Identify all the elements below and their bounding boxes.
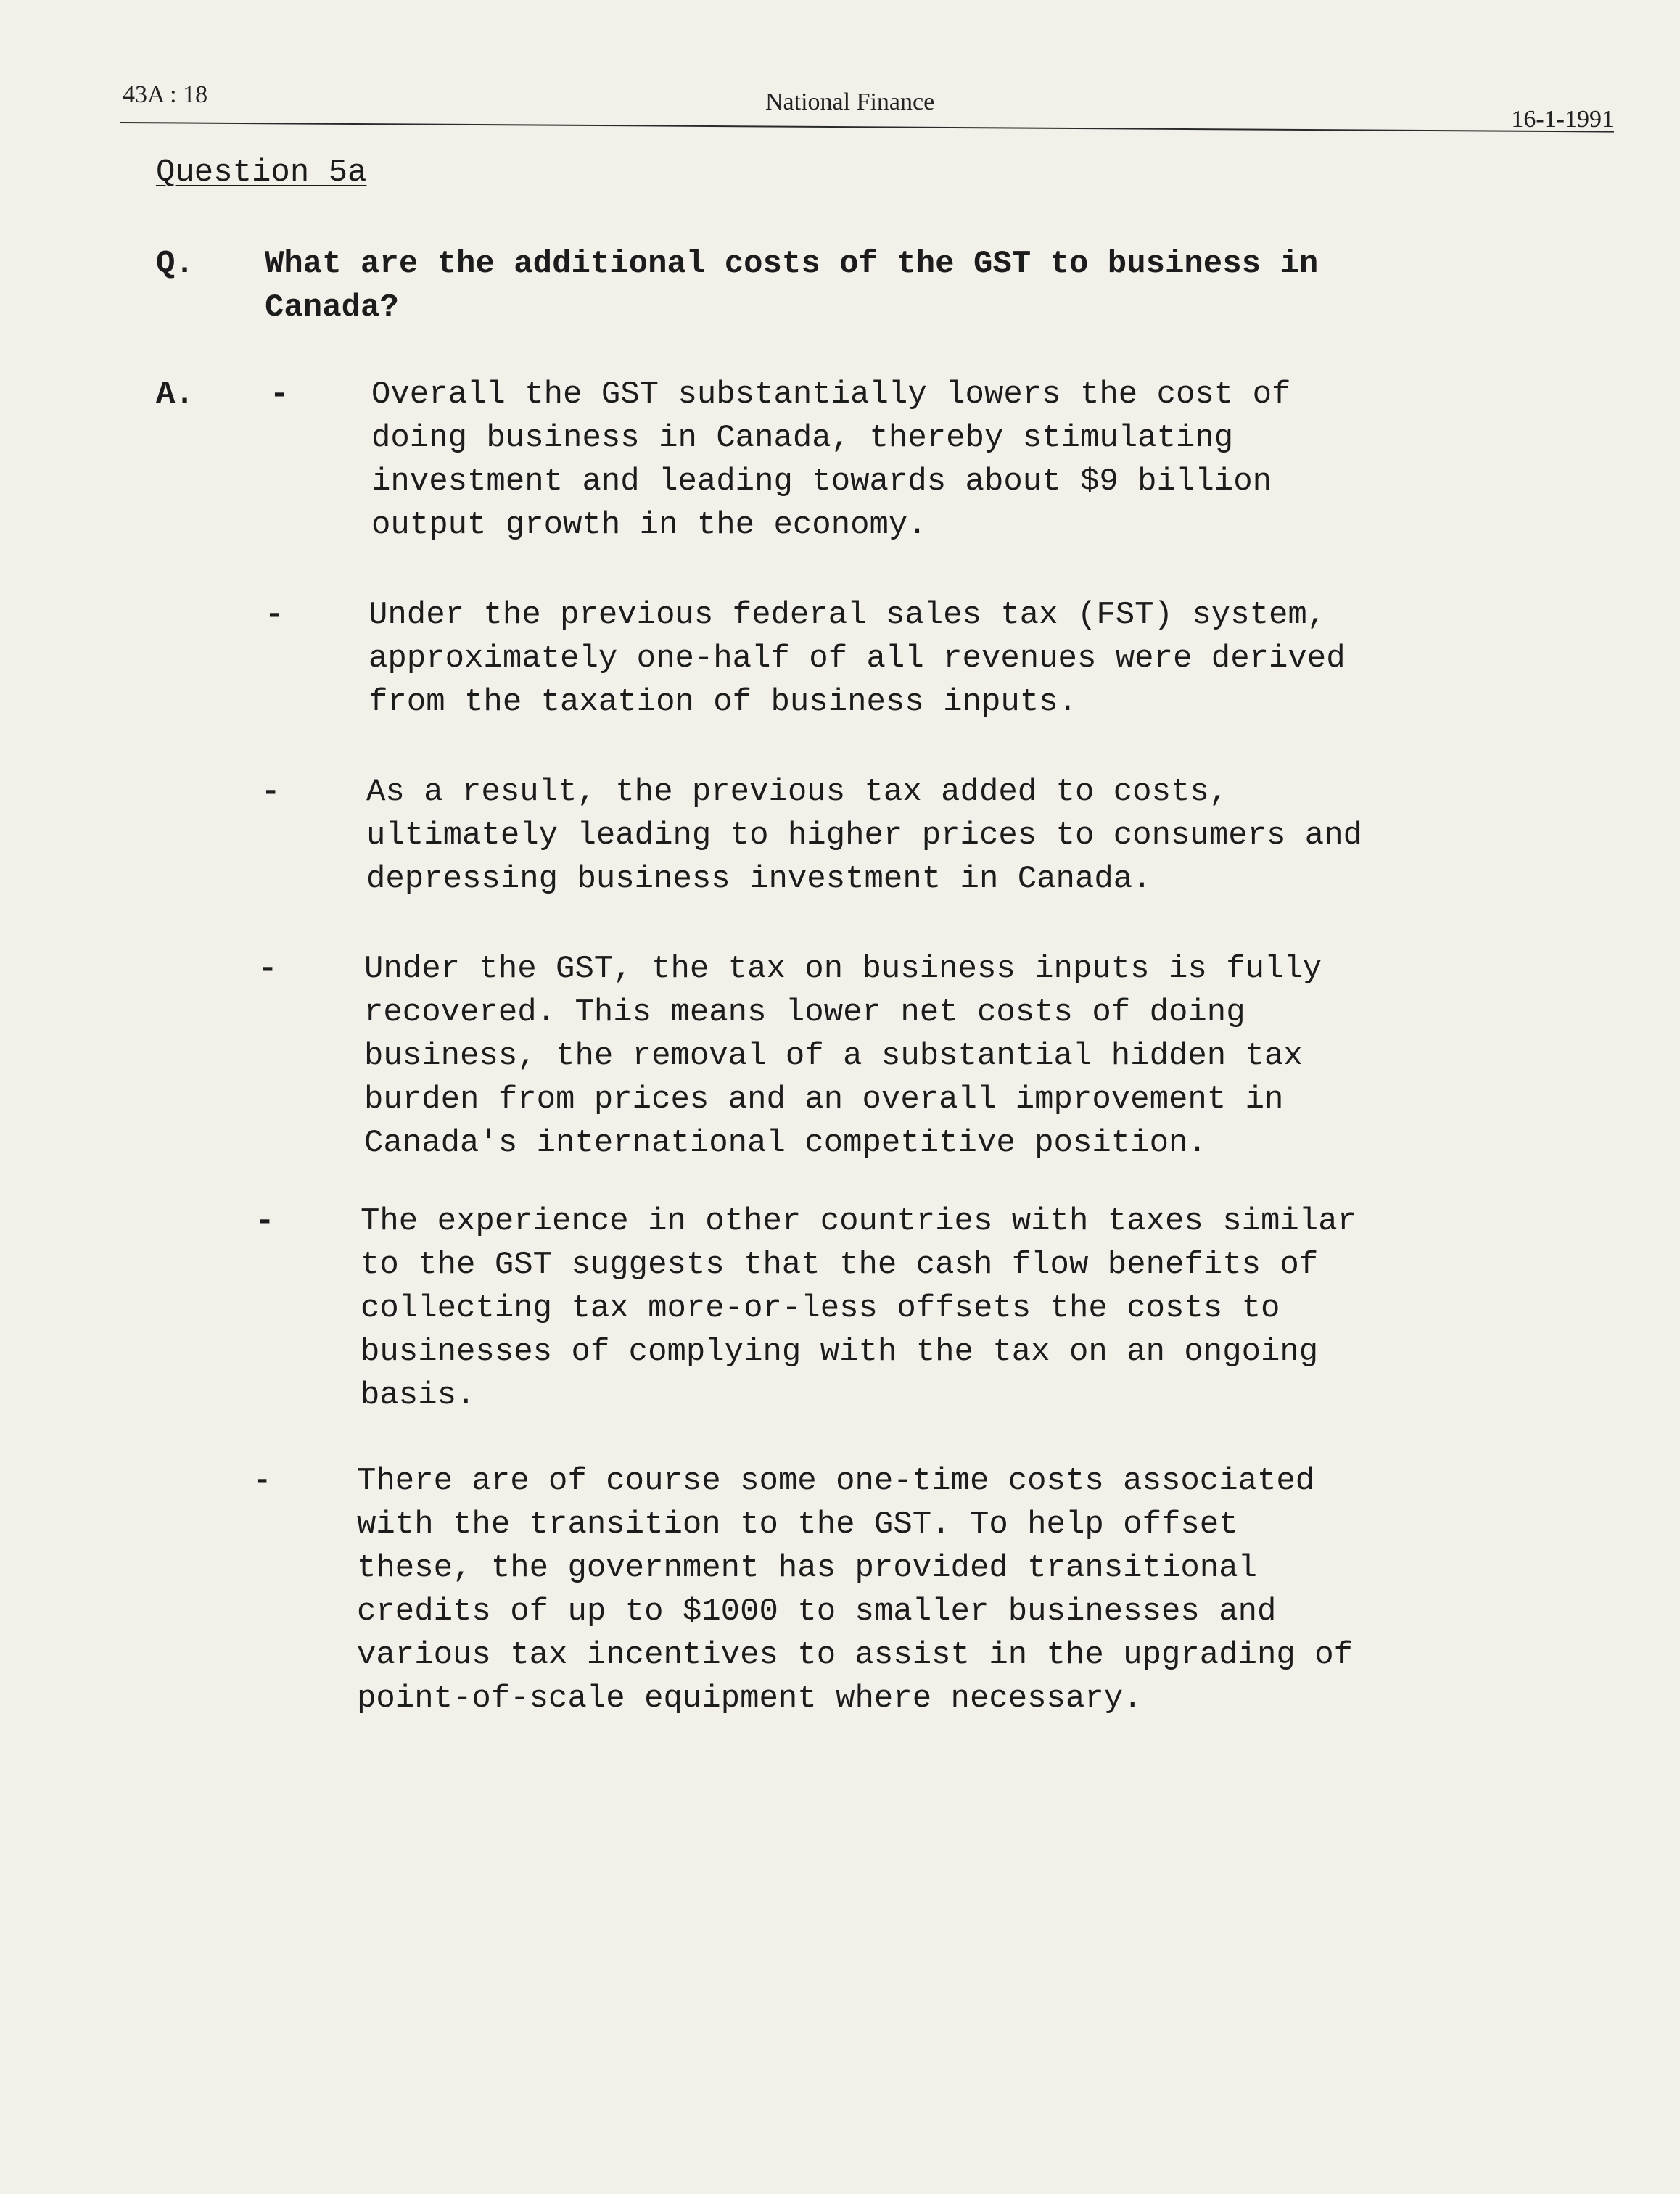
section-title: Question 5a [156,154,367,191]
publication-title: National Finance [765,88,935,115]
bullet-dash: - [255,1203,275,1240]
bullet-text: The experience in other countries with taxes similar to the GST suggests that the cash flow benefits of collecting tax more-or-less offsets the costs to businesses of complying with the tax on an ongoing basis. [361,1203,1357,1414]
bullet-dash: - [270,376,289,413]
bullet-dash: - [265,597,284,633]
bullet-text: There are of course some one-time costs associated with the transition to the GST. To help offset these, the government has provided transitional credits of up to $1000 to smaller businesses and various tax incentives to assist in the upgrading of point-of-scale equipment where necessary. [357,1463,1354,1717]
page-number: 43A : 18 [123,81,208,108]
answer-label: A. [156,376,194,413]
bullet-text: Under the GST, the tax on business inputs is fully recovered. This means lower net costs of doing business, the removal of a substantial hidden tax burden from prices and an overall improvement in Canada's international competitive position. [364,951,1322,1161]
question-text: What are the additional costs of the GST to business in Canada? [265,246,1319,326]
bullet-dash: - [261,774,281,810]
bullet-text: As a result, the previous tax added to costs, ultimately leading to higher prices to consumers and depressing business investment in Canada. [366,774,1363,897]
bullet-dash: - [258,951,278,987]
question-label: Q. [156,246,194,282]
bullet-dash: - [252,1463,272,1499]
page-date: 16-1-1991 [1511,106,1614,133]
bullet-text: Overall the GST substantially lowers the cost of doing business in Canada, thereby stimulating investment and leading towards about $9 billion output growth in the economy. [371,376,1291,543]
bullet-text: Under the previous federal sales tax (FST) system, approximately one-half of all revenues were derived from the taxation of business inputs. [368,597,1346,720]
